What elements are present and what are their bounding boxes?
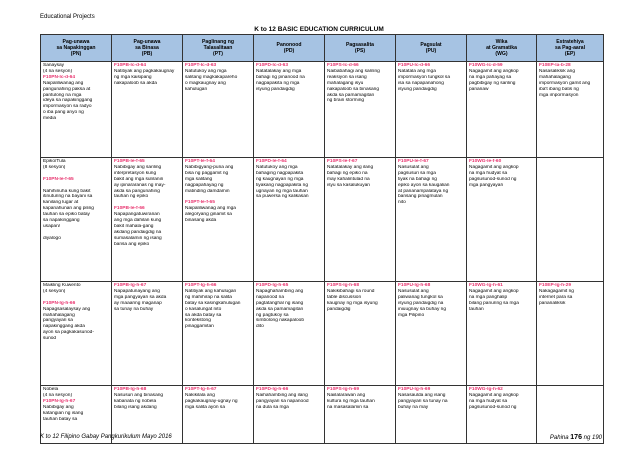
column-header-line: (PB) xyxy=(141,51,153,57)
cell-text: table discussion xyxy=(327,294,362,300)
column-header-line: (PT) xyxy=(213,51,223,57)
competency-code: F10PT-Ie-f-64 xyxy=(185,159,215,164)
cell-text: ugnayan ng mga tauhan xyxy=(256,188,308,194)
cell-text: Nasusulat ang xyxy=(398,288,429,294)
table-cell xyxy=(41,282,112,386)
table-cell xyxy=(396,158,467,282)
cell-text: pagsusunod-sunod ng xyxy=(469,176,517,182)
cell-text: Naihahambing ang ilang xyxy=(256,392,308,398)
cell-text: Nabibigyang-puna ang xyxy=(185,164,234,170)
column-header xyxy=(325,35,396,62)
cell-text: (4 na sesyon) xyxy=(43,68,73,74)
cell-text: Napaghahambing ang xyxy=(256,288,304,294)
cell-text: akda sa pamamagitan xyxy=(327,92,375,98)
top-label: Educational Projects xyxy=(40,14,95,20)
cell-text: bisa ng paggamit ng xyxy=(185,170,229,176)
cell-text: (8 sesyon) xyxy=(43,164,66,170)
cell-text: sa tunay na buhay xyxy=(114,306,154,312)
competency-code: F10PT-Ie-f-65 xyxy=(185,200,215,206)
cell-text: interpretasyon kung xyxy=(114,170,157,176)
footer-left: K to 12 Filipino Gabay Pangkurikulum Mayo 2016 xyxy=(40,434,172,440)
cell-text: bahaging nagpapakita xyxy=(256,170,304,176)
cell-text: ng mahihirap na salita xyxy=(185,294,232,300)
table-cell xyxy=(467,386,537,444)
cell-text: pagkakaugnay-ugnay ng xyxy=(185,398,238,404)
cell-text: Nasasaulda ang isang xyxy=(398,392,446,398)
cell-text: Natatalakay ang ilang xyxy=(327,164,374,170)
cell-text: pangyayari sa tunay na xyxy=(398,398,448,404)
table-cell xyxy=(325,62,396,158)
cell-text: isyung pandaigdig xyxy=(398,86,437,92)
cell-text: kahulugan xyxy=(185,86,208,92)
competency-code: F10EP-Ig-h-29 xyxy=(539,283,571,288)
cell-text: Nahihinuha kung bakit xyxy=(43,188,91,194)
cell-text: kanilang lugar at xyxy=(43,200,79,206)
cell-text: nakapaloob sa akda xyxy=(114,80,157,86)
table-cell xyxy=(254,282,325,386)
table-cell xyxy=(325,158,396,282)
cell-text: reaksiyon sa isang xyxy=(327,74,367,80)
cell-text: Nakagagamit ng xyxy=(539,288,574,294)
table-cell xyxy=(325,282,396,386)
table-row xyxy=(41,62,604,158)
cell-text: o magkaugnay ang xyxy=(185,80,226,86)
cell-text: binasang akda xyxy=(185,218,217,224)
cell-text: kontekstong xyxy=(185,318,211,324)
competency-code: F10PS-Ig-h-68 xyxy=(327,283,359,288)
cell-text: Natitiyak ang kahulugan xyxy=(185,288,237,294)
competency-code: F10PN-Ie-f-65 xyxy=(43,176,74,182)
cell-text: tauhan batay sa xyxy=(43,416,78,422)
footer-page-number: 176 xyxy=(570,434,582,441)
cell-text: Naipaliliwanag ang xyxy=(43,80,84,86)
table-row xyxy=(41,158,604,282)
cell-text: o iba pang anyo ng xyxy=(43,110,84,116)
cell-text: Nagagamit ang angkop xyxy=(469,288,519,294)
competency-code: F10PS-Ie-f-67 xyxy=(327,159,358,164)
cell-text: mga pangyayari sa akda xyxy=(114,294,167,300)
cell-text: isyung pandaigdig xyxy=(256,86,295,92)
cell-text: iba't ibang batis ng xyxy=(539,86,579,92)
cell-text: dito xyxy=(256,324,264,330)
cell-text: Nobela xyxy=(43,387,59,392)
competency-code: F10PT-Ig-h-66 xyxy=(185,283,217,288)
competency-code: F10PB-Ic-d-64 xyxy=(114,63,146,68)
cell-text: bakit ang mga suliranin xyxy=(114,176,164,182)
cell-text: tauhan xyxy=(469,306,484,312)
table-cell xyxy=(537,282,604,386)
table-cell xyxy=(396,62,467,158)
competency-code: F10PS-Ic-d-66 xyxy=(327,63,359,68)
competency-code: F10PB-Ig-h-68 xyxy=(114,387,147,392)
cell-text: na masasalamin sa xyxy=(327,404,369,410)
cell-text: sa napakinggang xyxy=(43,218,80,224)
competency-code: F10PN-Ig-h-67 xyxy=(43,398,76,404)
cell-text: ideya sa napakinggang xyxy=(43,98,93,104)
table-cell xyxy=(467,62,537,158)
column-header-line: Talasalitaan xyxy=(203,45,233,51)
column-header-line: (WG) xyxy=(495,51,508,57)
cell-text: kapanahunan ang piling xyxy=(43,206,94,212)
table-cell xyxy=(41,158,112,282)
column-header-line: Wika xyxy=(495,39,508,45)
competency-code: F10PT-Ic-d-63 xyxy=(185,63,217,68)
competency-code: F10WG-Ic-d-59 xyxy=(469,63,503,68)
cell-text: buhay na may xyxy=(398,404,429,410)
competency-code: F10PU-Ic-d-66 xyxy=(398,63,430,68)
table-cell xyxy=(112,158,183,282)
cell-text: katangian ng isang xyxy=(43,410,84,416)
cell-text: batay sa kasingkahulugan xyxy=(185,300,241,306)
cell-text: usapan/ xyxy=(43,223,61,229)
cell-text: impormasyon sa radyo xyxy=(43,104,92,110)
competency-code: F10WG-Ig-h-62 xyxy=(469,387,503,392)
table-cell xyxy=(254,158,325,282)
cell-text: sumasalamin ng isang xyxy=(114,235,162,241)
cell-text: Naiilalarawan ang xyxy=(327,392,366,398)
cell-text: Napapatunayang ang xyxy=(114,288,160,294)
curriculum-table xyxy=(40,34,604,444)
table-cell xyxy=(396,282,467,386)
cell-text: nakapaloob sa binasang xyxy=(327,86,380,92)
column-header-line: Pagsasalita xyxy=(345,42,375,48)
cell-text: ng brain storming xyxy=(327,98,365,104)
table-body xyxy=(41,62,604,444)
cell-text: pagbibigay ng sariling xyxy=(469,80,516,86)
cell-text: ay maaaring maganap xyxy=(114,300,162,306)
cell-text: pangyayari sa xyxy=(43,318,73,324)
column-header-line: (PD) xyxy=(283,48,295,54)
cell-text: o kasalungat nito xyxy=(185,306,222,312)
cell-text: Nabibigay ang sariling xyxy=(114,164,162,170)
column-header xyxy=(183,35,254,62)
column-header xyxy=(254,35,325,62)
cell-text: Nagagamit ang angkop xyxy=(469,164,519,170)
competency-code: F10PB-Ie-f-66 xyxy=(114,206,145,212)
table-cell xyxy=(467,282,537,386)
cell-text: tiyak na bahagi ng xyxy=(398,176,437,182)
cell-text: Nagagamit ang angkop xyxy=(469,392,519,398)
cell-text: (4 na sesyon) xyxy=(43,392,73,398)
header-row xyxy=(41,35,604,62)
cell-text: pangunahing paksa at xyxy=(43,86,91,92)
column-header-line: Pag-unawa xyxy=(133,39,161,45)
cell-text: Natutukoy ang mga xyxy=(185,68,227,74)
table-cell xyxy=(325,386,396,444)
competency-code: F10EP-Ia-b-28 xyxy=(539,63,571,68)
cell-text: na mga panghalip xyxy=(469,294,508,300)
cell-text: simbolong nakapaloob xyxy=(256,318,305,324)
cell-text: akdang pandaigdig na xyxy=(114,229,162,235)
cell-text: Epiko/Tula xyxy=(43,159,66,164)
table-cell xyxy=(183,62,254,158)
cell-text: bakit mahala-gang xyxy=(114,223,154,229)
cell-text: mga pangyayari xyxy=(469,182,504,188)
cell-text: may kahalintulad na xyxy=(327,176,370,182)
competency-code: F10WG-Ie-f-60 xyxy=(469,159,502,164)
competency-code: F10PS-Ig-h-69 xyxy=(327,387,359,392)
cell-text: sa puwersa ng kalikasan xyxy=(256,194,309,200)
cell-text: pinaggamitan xyxy=(185,324,214,330)
cell-text: alegoryang ginamit sa xyxy=(185,212,232,218)
cell-text: Naibabahagi ang sariling xyxy=(327,68,380,74)
cell-text: Maikling Kuwento xyxy=(43,283,81,288)
column-header-line: sa Binasa xyxy=(135,45,159,51)
cell-text: tauhan sa epiko batay xyxy=(43,212,90,218)
cell-text: kaugnay ng mga isyung xyxy=(327,300,378,306)
column-header-line: (PU) xyxy=(425,48,437,54)
competency-code: F10PN-Ic-d-64 xyxy=(43,74,75,80)
cell-text: napanood na xyxy=(256,294,285,300)
column-header-line: sa Napakinggan xyxy=(56,45,96,51)
cell-text: mahahalagang xyxy=(539,74,571,80)
cell-text: bahagi ng epiko na xyxy=(327,170,368,176)
cell-text: bansang pinagmulan xyxy=(398,194,443,200)
table-cell xyxy=(112,62,183,158)
column-header xyxy=(396,35,467,62)
cell-text: ayon sa pagkakasunod- xyxy=(43,330,94,336)
competency-code: F10PD-Ie-f-64 xyxy=(256,159,287,164)
cell-text: na mga pahayag sa xyxy=(469,74,512,80)
cell-text: internet para sa xyxy=(539,294,573,300)
column-header-line: (EP) xyxy=(564,51,576,57)
cell-text: Natutukoy ang mga xyxy=(256,164,298,170)
cell-text: salitang magkakapareho xyxy=(185,74,238,80)
cell-text: (4 sesyon) xyxy=(43,288,66,294)
cell-text: mahahalagang xyxy=(43,312,75,318)
cell-text: matinding damdamin xyxy=(185,188,230,194)
table-cell xyxy=(467,158,537,282)
cell-text: sunod xyxy=(43,336,57,342)
cell-text: na mga hudyat sa xyxy=(469,170,508,176)
table-cell xyxy=(254,62,325,158)
column-header-line: (PS) xyxy=(354,48,366,54)
competency-code: F10PB-Ie-f-65 xyxy=(114,159,145,164)
cell-text: Nabibigay ang xyxy=(43,404,74,410)
column-header-line: at Gramatika xyxy=(486,45,517,51)
cell-text: sa akda batay sa xyxy=(185,312,222,318)
cell-text: isyung pandaigdig na xyxy=(398,300,444,306)
cell-text: Nagagamit ang angkop xyxy=(469,68,519,74)
competency-code: F10PU-Ig-h-68 xyxy=(398,283,431,288)
table-row xyxy=(41,282,604,386)
cell-text: epiko ayon sa kaugalian xyxy=(398,182,450,188)
cell-text: tiyakang nagpapakita ng xyxy=(256,182,309,188)
competency-code: F10PD-Ic-d-63 xyxy=(256,63,288,68)
column-header xyxy=(41,35,112,62)
cell-text: ng kaugnayan ng mga xyxy=(256,176,304,182)
cell-text: isyu sa kasalukuyan xyxy=(327,182,370,188)
competency-code: F10PT-Ig-h-67 xyxy=(185,387,217,392)
cell-text: akda sa pangunahing xyxy=(114,188,160,194)
cell-text: pangyayari sa napanood xyxy=(256,398,309,404)
cell-text: ng mga kaisipang xyxy=(114,74,152,80)
cell-text: ng pagtukoy sa xyxy=(256,312,289,318)
table-cell xyxy=(112,282,183,386)
competency-code: F10PN-Ig-h-66 xyxy=(43,300,76,306)
cell-text: na mga hudyat sa xyxy=(469,398,508,404)
cell-text: at pananampalataya ng xyxy=(398,188,449,194)
cell-text: iniuugnay sa buhay ng xyxy=(398,306,447,312)
cell-text: mga impormasyon xyxy=(539,92,579,98)
cell-text: pantulong na mga xyxy=(43,92,82,98)
cell-text: isa sa napapanahong xyxy=(398,80,444,86)
column-header xyxy=(112,35,183,62)
competency-code: F10WG-Ig-h-61 xyxy=(469,283,503,288)
table-cell xyxy=(183,386,254,444)
cell-text: mahalagang isyu xyxy=(327,80,364,86)
cell-text: Naipaliliwanag ang mga xyxy=(185,206,236,212)
cell-text: Natitiyak ang pagkakaugnay xyxy=(114,68,175,74)
footer-page-suffix: ng 190 xyxy=(583,435,602,441)
cell-text: media xyxy=(43,116,57,122)
footer-page-prefix: Pahina xyxy=(549,435,569,441)
cell-text: tauhan ng epiko xyxy=(114,194,149,200)
cell-text: pagsusunod-sunod ng xyxy=(469,404,517,410)
table-cell xyxy=(41,62,112,158)
cell-text: nagpapahayag ng xyxy=(185,182,224,188)
cell-text: bilang isang akdang xyxy=(114,404,157,410)
competency-code: F10PB-Ig-h-67 xyxy=(114,283,147,288)
cell-text: Natatalakay ang mga xyxy=(256,68,302,74)
column-header-line: Pagsulat xyxy=(420,42,442,48)
cell-spacer xyxy=(539,387,601,393)
table-cell xyxy=(537,158,604,282)
cell-text: diyalogo xyxy=(43,235,61,241)
cell-text: kultura ng mga tauhan xyxy=(327,398,375,404)
cell-text: bahagi ng pinanood na xyxy=(256,74,305,80)
footer-right xyxy=(550,434,602,441)
column-header-line: (PN) xyxy=(70,51,82,57)
competency-code: F10PU-Ie-f-67 xyxy=(398,159,429,164)
cell-text: impormasyon tungkol sa xyxy=(398,74,450,80)
table-cell xyxy=(183,158,254,282)
cell-text: impormasyon gamit ang xyxy=(539,80,591,86)
column-header-line: Paglinang ng xyxy=(202,39,234,45)
cell-text: pananaw xyxy=(469,86,489,92)
cell-text: itinuturing na bayani sa xyxy=(43,194,93,200)
cell-text: nagpapakita ng mga xyxy=(256,80,300,86)
column-header-line: sa Pag-aaral xyxy=(554,45,585,51)
cell-text: akda sa pamamagitan xyxy=(256,306,304,312)
cell-text: Nasusuri ang binasang xyxy=(114,392,164,398)
cell-text: mga salita ayon sa xyxy=(185,404,225,410)
cell-text: napakinggang akda xyxy=(43,324,85,330)
cell-text: mga Pilipino xyxy=(398,312,425,318)
cell-text: mga salitang xyxy=(185,176,213,182)
cell-text: pagtatanghal ng isang xyxy=(256,300,304,306)
cell-text: paliwanag tungkol sa xyxy=(398,294,443,300)
curriculum-title: K to 12 BASIC EDUCATION CURRICULUM xyxy=(254,26,384,33)
table-cell xyxy=(537,62,604,158)
cell-text: ay ipinararanas ng may- xyxy=(114,182,166,188)
column-header-line: Estratehiya xyxy=(556,39,584,45)
cell-text: na dula sa mga xyxy=(256,404,289,410)
cell-text: kabanata ng nobela xyxy=(114,398,157,404)
competency-code: F10PD-Ig-h-66 xyxy=(256,387,289,392)
cell-text: bilang panuring sa mga xyxy=(469,300,519,306)
table-cell xyxy=(254,386,325,444)
cell-text: Napagsasalaysay ang xyxy=(43,306,91,312)
cell-spacer xyxy=(539,159,601,165)
competency-code: F10PU-Ig-h-69 xyxy=(398,387,431,392)
column-header xyxy=(537,35,604,62)
cell-text: pananaliksik xyxy=(539,300,566,306)
table-cell xyxy=(183,282,254,386)
cell-text: Nakikibahagi sa round xyxy=(327,288,375,294)
column-header-line: Panonood xyxy=(276,42,302,48)
cell-text: Natatala ang mga xyxy=(398,68,436,74)
cell-text: pandaigdig xyxy=(327,306,351,312)
table-cell xyxy=(396,386,467,444)
cell-text: bansa ang epiko xyxy=(114,241,150,247)
cell-text: Nasasaliksik ang xyxy=(539,68,575,74)
cell-text: Nasusulat ang xyxy=(398,164,429,170)
cell-text: Sanaysay xyxy=(43,63,65,68)
cell-text: ang mga dahilan kung xyxy=(114,218,162,224)
cell-text: pagsusuri sa mga xyxy=(398,170,436,176)
cell-text: Nakikilala ang xyxy=(185,392,215,398)
column-header xyxy=(467,35,537,62)
competency-code: F10PD-Ig-h-65 xyxy=(256,283,289,288)
column-header-line: Pag-unawa xyxy=(62,39,90,45)
cell-text: Napapangatuwiranan xyxy=(114,212,160,218)
cell-text: nito xyxy=(398,200,406,206)
